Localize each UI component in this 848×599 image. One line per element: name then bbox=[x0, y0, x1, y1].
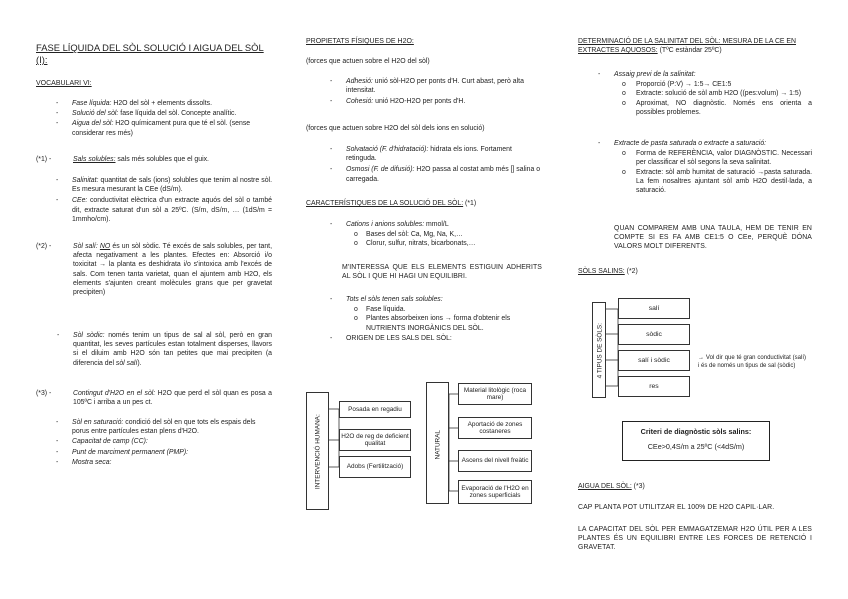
forces-note-2: (forces que actuen sobre H2O del sòl dels ions en solució) bbox=[306, 125, 485, 132]
cations-item: - Cations i anions solubles: mmol/L o Bases del sòl: Ca, Mg, Na, K,… o Clorur, sulfur, nitrats, bicarbonats,… bbox=[346, 220, 542, 249]
list-item: - Fase líquida: H2O del sòl + elements dissolts. bbox=[56, 100, 212, 107]
soil-type-box: salí i sòdic bbox=[618, 350, 690, 371]
caracteristiques-heading: CARACTERÍSTIQUES DE LA SOLUCIÓ DEL SÒL: (*1) bbox=[306, 200, 477, 207]
water-list bbox=[56, 418, 272, 467]
sol-sodic: - Sòl sòdic: només tenim un tipus de sal al sòl, però en gran quantitat, les seves partícules estan totalment disperses, llavors si el diluim amb H2O són tan petites que mai precipiten (a diferencia del sòl salí). bbox=[57, 332, 273, 367]
ref-marker-1: (*1) - bbox=[36, 156, 52, 163]
tots-item: - Tots el sòls tenen sals solubles: o Fase líquida. o Plantes absorbeixen ions → forma d'obtenir els NUTRIENTS INORGÀNICS DEL SÒL. - ORIGEN DE LES SALS DEL SÒL: bbox=[346, 295, 542, 343]
list-item: - Adhesió: unió sòl-H2O per ponts d'H. Curt abast, però alta intensitat. bbox=[330, 78, 524, 95]
ref-marker-2: (*2) - bbox=[36, 243, 52, 250]
sol-sali: Sòl salí: NO és un sòl sòdic. Té excés de sals solubles, per tant, afecta negativament a les plantes. Efectes en: Absorció i/o toxicitat → la planta es deshidrata i/o s'intoxica amb l'excés de sals. Com tenen tanta varietat, quan el ajuntem amb H2O, els elements s'ajunten creant molècules grans que per gravetat precipiten) bbox=[73, 243, 272, 296]
natural-label-box bbox=[426, 382, 449, 504]
list-item: o Clorur, sulfur, nitrats, bicarbonats,… bbox=[354, 240, 476, 248]
sals-solubles: Sals solubles: sals més solubles que el guix. bbox=[73, 156, 209, 163]
page-title: FASE LÍQUIDA DEL SÒL SOLUCIÓ I AIGUA DEL SÒL (I): bbox=[36, 42, 264, 66]
capacitat-note: LA CAPACITAT DEL SÒL PER EMMAGATZEMAR H2O ÚTIL PER A LES PLANTES ÉS UN EQUILIBRI ENTRE LES FORCES DE RETENCIÓ I GRAVETAT. bbox=[578, 526, 812, 552]
diagram-box: Posada en regadiu bbox=[339, 401, 411, 418]
list-item: o Forma de REFERÈNCIA, valor DIAGNÒSTIC. Necessari per classificar el sòl segons la seva salinitat. bbox=[622, 150, 812, 167]
list-item: - Solvatació (F. d'hidratació): hidrata els ions. Fortament retinguda. bbox=[330, 146, 512, 163]
human-intervention-label: INTERVENCIÓ HUMANA: bbox=[314, 414, 322, 490]
forces-list-2 bbox=[330, 145, 542, 184]
diagram-box: Aportació de zones costaneres bbox=[458, 417, 532, 439]
sols-salins-heading: SÒLS SALINS: (*2) bbox=[578, 268, 638, 275]
soil-type-box: sòdic bbox=[618, 324, 690, 345]
list-item: o Proporció (P:V) → 1:5→ CE1:5 bbox=[622, 81, 732, 89]
vocab-heading: VOCABULARI VI: bbox=[36, 80, 92, 87]
salinitat-list bbox=[56, 176, 272, 224]
origin-diagram bbox=[306, 380, 542, 512]
forces-list-1 bbox=[330, 77, 542, 107]
soil-type-box: res bbox=[618, 376, 690, 397]
list-item: - Cohesió: unió H2O-H2O per ponts d'H. bbox=[330, 98, 466, 106]
diagram-box: H2O de reg de deficient qualitat bbox=[339, 429, 411, 451]
list-item: o Aproximat, NO diagnòstic. Només ens orienta a possibles problemes. bbox=[622, 99, 812, 116]
list-item: - Punt de marciment permanent (PMP): bbox=[56, 448, 189, 456]
list-item: o Extracte: solució de sòl amb H2O ((pes:volum) → 1:5) bbox=[622, 90, 802, 98]
propietats-heading: PROPIETATS FÍSIQUES DE H2O: bbox=[306, 38, 414, 45]
list-item: o Plantes absorbeixen ions → forma d'obtenir els NUTRIENTS INORGÀNICS DEL SÒL. bbox=[354, 315, 511, 332]
list-item: - ORIGEN DE LES SALS DEL SÒL: bbox=[330, 334, 452, 342]
list-item: - Mostra seca: bbox=[56, 458, 112, 466]
ref-marker-3: (*3) - bbox=[36, 390, 52, 397]
list-item: - Solució del sòl: fase líquida del sòl. Concepte analític. bbox=[56, 110, 237, 118]
human-intervention-label-box bbox=[306, 392, 329, 510]
interest-note: M'INTERESSA QUE ELS ELEMENTS ESTIGUIN ADHERITS AL SÒL I QUE HI HAGI UN EQUILIBRI. bbox=[342, 264, 542, 281]
determinacio-heading: DETERMINACIÓ DE LA SALINITAT DEL SÒL: MESURA DE LA CE EN EXTRACTES AQUOSOS: (TºC estàndar 25ºC) bbox=[578, 38, 797, 55]
list-item: - Salinitat: quantitat de sals (ions) solubles que tenim al nostre sòl. Es mesura mesurant la CEe (dS/m). bbox=[56, 177, 272, 194]
natural-label: NATURAL bbox=[434, 430, 442, 460]
compare-note: QUAN COMPAREM AMB UNA TAULA, HEM DE TENIR EN COMPTE SI ES FA AMB CE1:5 O CEe, PERQUÈ DÓNA VALORS MOLT DIFERENTS. bbox=[614, 225, 812, 251]
diagram-box: Ascens del nivell freàtic bbox=[458, 450, 532, 472]
list-item: o Extracte: sòl amb humitat de saturació →pasta saturada. La fem nosaltres ajuntant sòl amb H2O destil·lada, a saturació. bbox=[622, 168, 812, 194]
diagram-box: Evaporació de l'H2O en zones superficials bbox=[458, 480, 532, 504]
list-item: - CEe: conductivitat elèctrica d'un extracte aquós del sòl o també dit, extracte saturat d'un sòl a 25ºC. (S/m, dS/m, … (1dS/m = 1mmho/cm). bbox=[56, 197, 272, 223]
soil-types-label-box bbox=[592, 302, 606, 398]
vocab-list bbox=[56, 99, 272, 138]
assaig-item: - Assaig previ de la salinitat: o Proporció (P:V) → 1:5→ CE1:5 o Extracte: solució de sòl amb H2O ((pes:volum) → 1:5) o Aproximat, NO diagnòstic. Només ens orienta a possibles problemes. bbox=[598, 71, 812, 116]
soil-types-label: 4 TIPUS DE SÒLS: bbox=[596, 323, 604, 379]
diagram-box: Material litològic (roca mare) bbox=[458, 383, 532, 405]
cap-note: CAP PLANTA POT UTILITZAR EL 100% DE H2O CAPIL·LAR. bbox=[578, 504, 775, 511]
soil-types-diagram bbox=[592, 292, 822, 402]
list-item: o Fase líquida. bbox=[354, 306, 406, 314]
list-item: - Sòl en saturació: condició del sòl en que tots els espais dels porus entre partícules estan plens d'H2O. bbox=[56, 419, 256, 436]
list-item: - Aigua del sòl: H2O químicament pura que té el sòl. (sense considerar res més) bbox=[56, 120, 251, 137]
extracte-item: - Extracte de pasta saturada o extracte a saturació: o Forma de REFERÈNCIA, valor DIAGNÒSTIC. Necessari per classificar el sòl segons la seva salinitat. o Extracte: sòl amb humitat de saturació →pasta saturada. La fem nosaltres ajuntant sòl amb H2O destil·lada, a saturació. bbox=[598, 140, 812, 194]
criteria-value: CEe>0,4S/m a 25ºC (<4dS/m) bbox=[647, 442, 745, 451]
criteria-title: Criteri de diagnòstic sòls salins: bbox=[640, 427, 752, 436]
aigua-heading: AIGUA DEL SÒL: (*3) bbox=[578, 483, 645, 490]
diagram-box: Adobs (Fertilització) bbox=[339, 456, 411, 478]
list-item: o Bases del sòl: Ca, Mg, Na, K,… bbox=[354, 231, 463, 239]
criteria-box bbox=[622, 421, 770, 461]
list-item: - Osmosi (F. de difusió): H2O passa al costat amb més [] salina o carregada. bbox=[330, 166, 541, 183]
forces-note-1: (forces que actuen sobre el H2O del sòl) bbox=[306, 58, 430, 65]
list-item: - Capacitat de camp (CC): bbox=[56, 438, 148, 446]
soil-type-box: salí bbox=[618, 298, 690, 319]
contingut-h2o: Contingut d'H2O en el sòl: H2O que perd el sòl quan es posa a 105ºC i arriba a un pes ct. bbox=[73, 390, 272, 407]
soil-note: → Vol dir que té gran conductivitat (salí) i és de només un tipus de sal (sòdic) bbox=[698, 355, 806, 370]
